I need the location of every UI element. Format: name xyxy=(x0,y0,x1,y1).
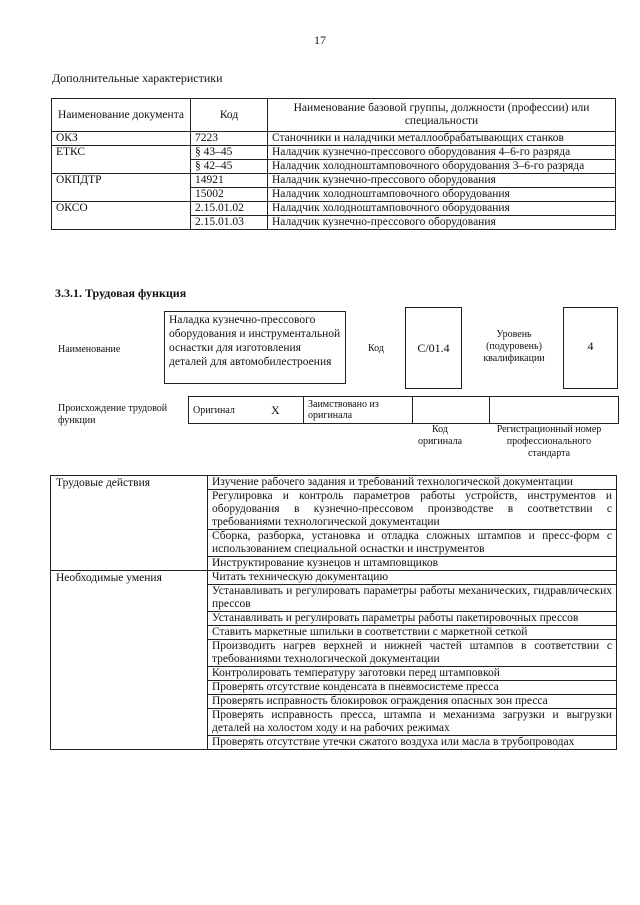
table-row xyxy=(52,132,616,146)
list-item: Ставить маркетные шпильки в соответствии с маркетной сеткой xyxy=(208,626,616,640)
cell-code: 14921 xyxy=(191,174,268,188)
qualification-level-box xyxy=(563,307,618,389)
list-item: Регулировка и контроль параметров работы устройств, инструментов и оборудования в кузнечно-прессовом производстве в соответствии с требованиями технологической документации xyxy=(208,490,616,530)
cell-name: Наладчик кузнечно-прессового оборудования xyxy=(268,216,616,230)
cell-name: Станочники и наладчики металлообрабатывающих станков xyxy=(268,132,616,146)
list-item: Читать техническую документацию xyxy=(208,571,616,585)
table-header-row xyxy=(52,99,616,132)
extra-characteristics-title: Дополнительные характеристики xyxy=(52,71,223,85)
list-item: Контролировать температуру заготовки перед штамповкой xyxy=(208,667,616,681)
origin-label: Происхождение трудовой функции xyxy=(58,403,168,426)
cell-code: 2.15.01.02 xyxy=(191,202,268,216)
extra-characteristics-table xyxy=(51,98,616,230)
cell-code: 7223 xyxy=(191,132,268,146)
qualification-level-value: 4 xyxy=(587,339,594,353)
table-row xyxy=(52,174,616,188)
code-original-label: Код оригинала xyxy=(417,424,463,447)
section-title: 3.3.1. Трудовая функция xyxy=(55,286,187,300)
list-item: Устанавливать и регулировать параметры работы механических, гидравлических прессов xyxy=(208,585,616,612)
qualification-level-label: Уровень (подуровень) квалификации xyxy=(483,329,545,364)
cell-code: 2.15.01.03 xyxy=(191,216,268,230)
function-details-table xyxy=(50,475,617,750)
table-row xyxy=(52,146,616,160)
list-item: Сборка, разборка, установка и отладка сложных штампов и пресс-форм с использованием специальной оснастки и инструментов xyxy=(208,530,616,557)
code-label: Код xyxy=(368,343,384,354)
cell-name: Наладчик холодноштамповочного оборудования 3–6-го разряда xyxy=(268,160,616,174)
reg-number-cell xyxy=(490,397,619,424)
function-code-value: C/01.4 xyxy=(417,341,450,355)
cell-doc: ЕТКС xyxy=(52,146,191,174)
cell-name: Наладчик кузнечно-прессового оборудования xyxy=(268,174,616,188)
list-item: Изучение рабочего задания и требований технологической документации xyxy=(208,476,616,490)
function-code-box xyxy=(405,307,462,389)
page-number: 17 xyxy=(314,33,326,47)
header-code: Код xyxy=(191,99,268,132)
skills-cell xyxy=(208,571,617,750)
header-doc: Наименование документа xyxy=(52,99,191,132)
list-item: Проверять исправность блокировок ограждения опасных зон пресса xyxy=(208,695,616,709)
cell-code: 15002 xyxy=(191,188,268,202)
cell-code: § 42–45 xyxy=(191,160,268,174)
cell-name: Наладчик кузнечно-прессового оборудования 4–6-го разряда xyxy=(268,146,616,160)
cell-code: § 43–45 xyxy=(191,146,268,160)
actions-cell xyxy=(208,476,617,571)
list-item: Производить нагрев верхней и нижней частей штампов в соответствии с требованиями технологической документации xyxy=(208,640,616,667)
cell-doc: ОКЗ xyxy=(52,132,191,146)
code-original-cell xyxy=(413,397,490,424)
actions-row xyxy=(51,476,617,571)
cell-name: Наладчик холодноштамповочного оборудования xyxy=(268,188,616,202)
skills-row xyxy=(51,571,617,750)
reg-number-label: Регистрационный номер профессионального стандарта xyxy=(496,424,602,459)
cell-name: Наладчик холодноштамповочного оборудования xyxy=(268,202,616,216)
original-mark: X xyxy=(267,397,304,424)
origin-table xyxy=(188,396,619,424)
list-item: Проверять отсутствие утечки сжатого воздуха или масла в трубопроводах xyxy=(212,736,575,748)
table-row xyxy=(52,202,616,216)
function-name-box: Наладка кузнечно-прессового оборудования и инструментальной оснастки для изготовления деталей для автомобилестроения xyxy=(164,311,346,384)
borrowed-label: Заимствовано из оригинала xyxy=(304,397,413,424)
list-item: Инструктирование кузнецов и штамповщиков xyxy=(212,557,439,569)
actions-label: Трудовые действия xyxy=(51,476,208,571)
list-item: Проверять исправность пресса, штампа и механизма загрузки и выгрузки деталей на холостом ходу и на рабочих режимах xyxy=(208,709,616,736)
name-label: Наименование xyxy=(58,344,121,355)
cell-doc: ОКПДТР xyxy=(52,174,191,202)
original-label: Оригинал xyxy=(189,397,268,424)
list-item: Проверять отсутствие конденсата в пневмосистеме пресса xyxy=(208,681,616,695)
cell-doc: ОКСО xyxy=(52,202,191,230)
header-name: Наименование базовой группы, должности (профессии) или специальности xyxy=(268,99,616,132)
list-item: Устанавливать и регулировать параметры работы пакетировочных прессов xyxy=(208,612,616,626)
skills-label: Необходимые умения xyxy=(51,571,208,750)
